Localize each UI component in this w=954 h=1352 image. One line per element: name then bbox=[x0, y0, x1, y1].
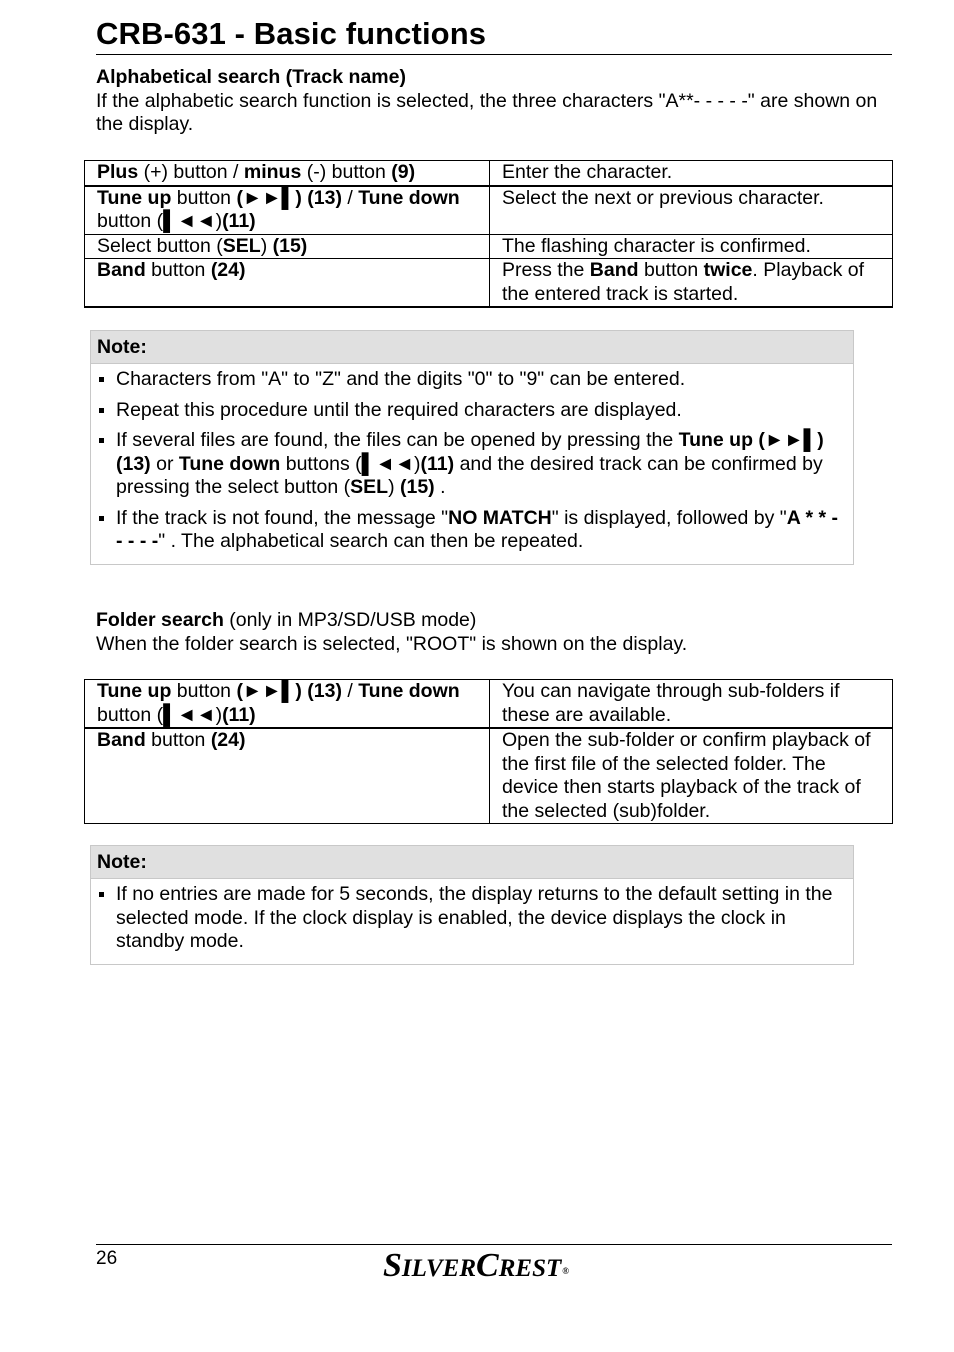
list-item: Characters from "A" to "Z" and the digits "0" to "9" can be entered. bbox=[91, 368, 843, 392]
alpha-heading: Alphabetical search (Track name) bbox=[96, 66, 406, 88]
alpha-row-2-control: Tune up button (►►▌) (13) / Tune down button (▌◄◄)(11) bbox=[85, 186, 490, 235]
folder-row-2-control: Band button (24) bbox=[85, 728, 490, 824]
folder-heading: Folder search bbox=[96, 609, 224, 631]
note-box-2 bbox=[90, 845, 854, 965]
alpha-row-3-action: The flashing character is confirmed. bbox=[490, 234, 893, 259]
alpha-row-1-action: Enter the character. bbox=[490, 161, 893, 186]
list-item: If no entries are made for 5 seconds, the display returns to the default setting in the selected mode. If the clock display is enabled, the device displays the clock in standby mode. bbox=[91, 883, 843, 954]
silvercrest-logo: SILVERCREST® bbox=[383, 1247, 569, 1284]
table-row bbox=[85, 186, 893, 235]
title-divider bbox=[96, 54, 892, 55]
bullet-icon bbox=[99, 377, 104, 382]
alpha-intro-block bbox=[96, 66, 896, 137]
note-box-1 bbox=[90, 330, 854, 565]
footer-divider bbox=[96, 1244, 892, 1245]
list-item: If several files are found, the files can be opened by pressing the Tune up (►►▌) (13) or Tune down buttons (▌◄◄)(11) and the desired track can be confirmed by pressing the select button (SEL) (15) . bbox=[91, 429, 843, 500]
list-item: Repeat this procedure until the required characters are displayed. bbox=[91, 399, 843, 423]
folder-intro: When the folder search is selected, "ROOT" is shown on the display. bbox=[96, 632, 688, 655]
bullet-icon bbox=[99, 438, 104, 443]
table-row bbox=[85, 259, 893, 308]
folder-table bbox=[84, 679, 893, 824]
folder-row-1-control: Tune up button (►►▌) (13) / Tune down button (▌◄◄)(11) bbox=[85, 680, 490, 729]
alpha-row-3-control: Select button (SEL) (15) bbox=[85, 234, 490, 259]
page-number: 26 bbox=[96, 1248, 118, 1269]
page-title: CRB-631 - Basic functions bbox=[96, 16, 487, 51]
list-item: If the track is not found, the message "NO MATCH" is displayed, followed by "A * * - - - - -" . The alphabetical search can then be repeated. bbox=[91, 507, 843, 554]
table-row bbox=[85, 728, 893, 824]
alpha-intro: If the alphabetic search function is selected, the three characters "A**- - - - -" are shown on the display. bbox=[96, 89, 878, 135]
table-row bbox=[85, 234, 893, 259]
folder-row-1-action: You can navigate through sub-folders if these are available. bbox=[490, 680, 893, 729]
folder-intro-block: Folder search (only in MP3/SD/USB mode) When the folder search is selected, "ROOT" is shown on the display. bbox=[96, 609, 896, 656]
table-row bbox=[85, 161, 893, 186]
bullet-icon bbox=[99, 892, 104, 897]
alpha-row-4-control: Band button (24) bbox=[85, 259, 490, 308]
note-label: Note: bbox=[91, 331, 853, 364]
alpha-row-2-action: Select the next or previous character. bbox=[490, 186, 893, 235]
note-label: Note: bbox=[91, 846, 853, 879]
bullet-icon bbox=[99, 516, 104, 521]
alpha-row-1-control: Plus (+) button / minus (-) button (9) bbox=[85, 161, 490, 186]
table-row bbox=[85, 680, 893, 729]
alpha-table bbox=[84, 160, 893, 308]
alpha-row-4-action: Press the Band button twice. Playback of the entered track is started. bbox=[490, 259, 893, 308]
bullet-icon bbox=[99, 408, 104, 413]
folder-row-2-action: Open the sub-folder or confirm playback of the first file of the selected folder. The device then starts playback of the track of the selected (sub)folder. bbox=[490, 728, 893, 824]
